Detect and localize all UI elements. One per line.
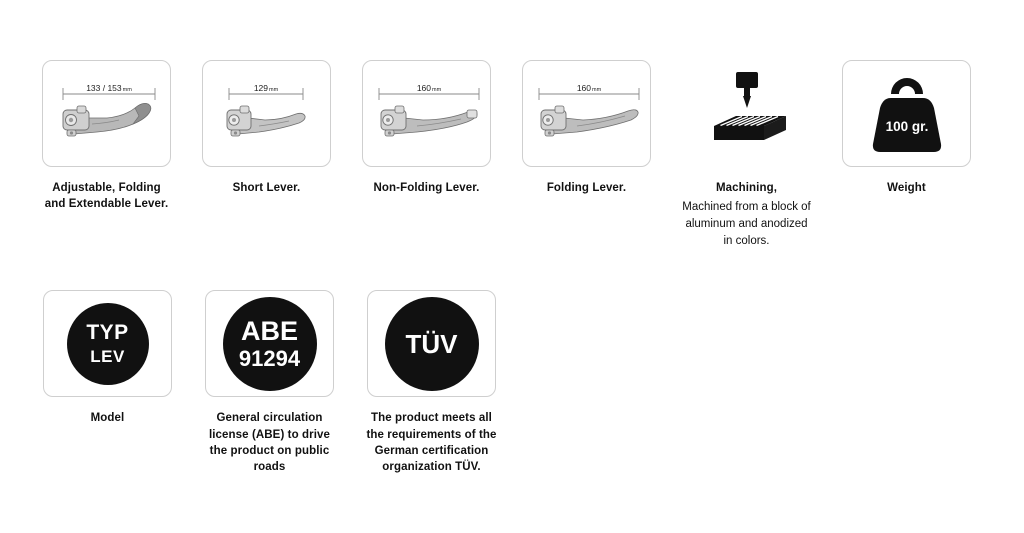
- weight-card: [842, 60, 971, 167]
- badge-line-2: LEV: [90, 347, 125, 367]
- machining-card: [682, 60, 811, 167]
- lever-dimension-unit: mm: [591, 87, 601, 93]
- feature-cell-machining: [682, 60, 811, 249]
- cnc-machining-icon: [692, 64, 802, 164]
- feature-caption: Model: [90, 412, 125, 425]
- svg-text:160mm: [416, 83, 441, 93]
- feature-cell-model: [42, 290, 173, 426]
- lever-diagram-icon: [367, 66, 487, 161]
- feature-cell-adjustable-folding-extendable: [42, 60, 171, 213]
- lever-diagram-icon: [207, 66, 327, 161]
- lever-card: [362, 60, 491, 167]
- lever-card: [522, 60, 651, 167]
- lever-dimension-value: 133 / 153: [85, 83, 122, 93]
- feature-caption: Short Lever.: [232, 182, 301, 194]
- weight-kettlebell-icon: [857, 64, 957, 164]
- weight-value-label: 100 gr.: [885, 118, 928, 134]
- feature-caption: Adjustable, Folding and Extendable Lever.: [44, 182, 169, 211]
- lever-dimension-value: 160: [416, 83, 431, 93]
- abe-badge-icon: [223, 297, 317, 391]
- lever-dimension-unit: mm: [268, 87, 278, 93]
- feature-cell-folding-lever: [522, 60, 651, 196]
- feature-subcaption: Machined from a block of aluminum and anodized in colors.: [682, 201, 811, 247]
- svg-text:129mm: [253, 83, 278, 93]
- feature-caption: Weight: [887, 182, 926, 194]
- lever-diagram-icon: [47, 66, 167, 161]
- lever-dimension-unit: mm: [122, 87, 132, 93]
- lever-dimension-unit: mm: [431, 87, 441, 93]
- badge-line-2: 91294: [238, 345, 301, 371]
- model-card: [43, 290, 172, 397]
- feature-cell-short-lever: [202, 60, 331, 196]
- typ-lev-badge-icon: [67, 303, 149, 385]
- tuv-badge-icon: [385, 297, 479, 391]
- lever-diagram-icon: [527, 66, 647, 161]
- lever-card: [42, 60, 171, 167]
- feature-cell-non-folding-lever: [362, 60, 491, 196]
- feature-caption: General circulation license (ABE) to drive the product on public roads: [208, 412, 331, 474]
- svg-text:133 / 153mm: [86, 83, 132, 93]
- feature-cell-weight: [842, 60, 971, 196]
- badge-line-1: TYP: [86, 321, 129, 345]
- badge-line-1: TÜV: [405, 328, 458, 359]
- feature-cell-tuv: [366, 290, 497, 475]
- lever-dimension-value: 129: [253, 83, 268, 93]
- feature-cell-abe: [204, 290, 335, 475]
- feature-caption: Machining,: [715, 182, 778, 194]
- tuv-card: [367, 290, 496, 397]
- feature-row-2: [42, 290, 992, 475]
- badge-line-1: ABE: [240, 315, 298, 346]
- feature-caption: Non-Folding Lever.: [373, 182, 480, 194]
- feature-caption: The product meets all the requirements of the German certification organization TÜV.: [366, 412, 497, 474]
- feature-caption: Folding Lever.: [546, 182, 627, 194]
- lever-card: [202, 60, 331, 167]
- lever-dimension-value: 160: [576, 83, 591, 93]
- feature-icon-grid: [42, 60, 992, 476]
- abe-card: [205, 290, 334, 397]
- svg-text:160mm: [576, 83, 601, 93]
- feature-row-1: [42, 60, 992, 249]
